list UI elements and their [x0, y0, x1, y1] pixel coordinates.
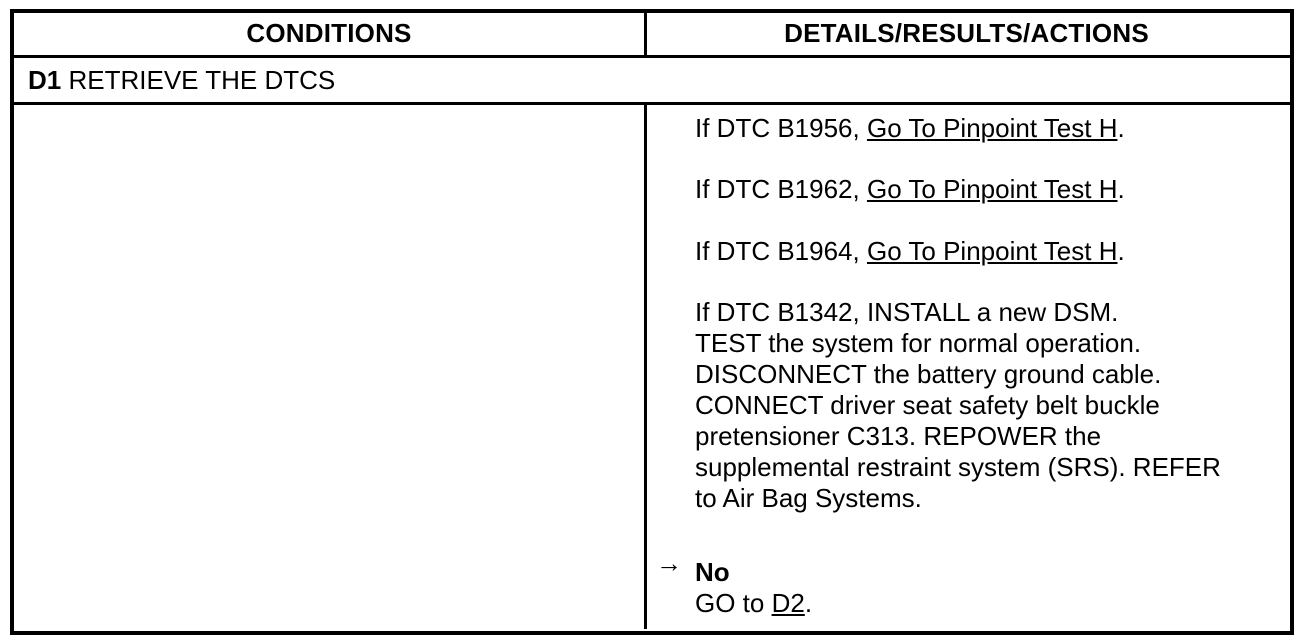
go-to-d2-link[interactable]: D2	[771, 588, 805, 618]
result-b1342-line: TEST the system for normal operation.	[695, 328, 1142, 358]
result-b1342-line: to Air Bag Systems.	[695, 483, 922, 513]
result-b1342-line: DISCONNECT the battery ground cable.	[695, 359, 1162, 389]
result-b1956: If DTC B1956, Go To Pinpoint Test H.	[695, 113, 1125, 143]
header-details: DETAILS/RESULTS/ACTIONS	[784, 18, 1149, 48]
pinpoint-test-h-link[interactable]: Go To Pinpoint Test H	[866, 174, 1118, 204]
result-b1342-line: If DTC B1342, INSTALL a new DSM.	[695, 297, 1119, 327]
header-divider	[10, 55, 1294, 58]
result-b1962-text: If DTC B1962,	[695, 174, 867, 204]
column-divider-body	[644, 102, 647, 629]
no-branch-action: GO to D2.	[695, 588, 813, 618]
result-b1962: If DTC B1962, Go To Pinpoint Test H.	[695, 174, 1125, 204]
result-b1964-text: If DTC B1964,	[695, 236, 867, 266]
conditions-cell	[14, 105, 644, 626]
result-b1342-line: pretensioner C313. REPOWER the	[695, 421, 1102, 451]
no-branch-label: No	[695, 557, 730, 587]
right-arrow-icon: →	[656, 548, 682, 578]
result-b1342-line: supplemental restraint system (SRS). REFER	[695, 452, 1221, 482]
pinpoint-test-h-link[interactable]: Go To Pinpoint Test H	[866, 113, 1118, 143]
step-id: D1	[28, 65, 62, 95]
step-heading	[28, 65, 335, 95]
header-conditions: CONDITIONS	[246, 18, 412, 48]
result-b1342-line: CONNECT driver seat safety belt buckle	[695, 390, 1160, 420]
pinpoint-test-h-link[interactable]: Go To Pinpoint Test H	[866, 236, 1118, 266]
result-b1964: If DTC B1964, Go To Pinpoint Test H.	[695, 236, 1125, 266]
step-title: RETRIEVE THE DTCS	[68, 65, 336, 95]
result-b1956-text: If DTC B1956,	[695, 113, 867, 143]
